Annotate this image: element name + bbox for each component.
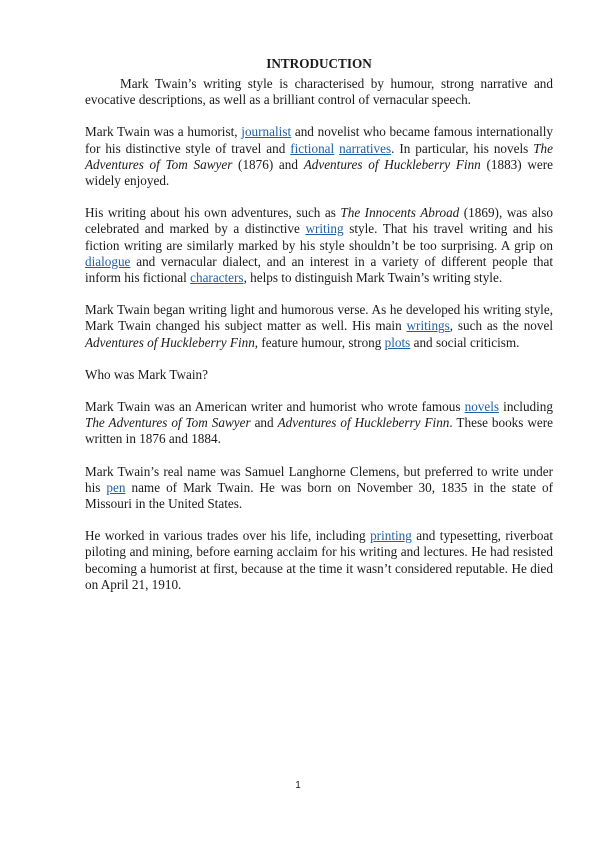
paragraph-text: and typesetting, riverboat piloting and mining, before earning acclaim for his writing and lectures. He had resisted becoming a humorist at first, because at the time it wasn’t considered reputable. He died on April 21, 1910.	[85, 528, 554, 592]
link-narratives[interactable]: narratives	[339, 140, 392, 156]
paragraph-writing-style	[85, 76, 553, 108]
paragraph-verse	[85, 302, 553, 351]
paragraph-text: Mark Twain was an American writer and humorist who wrote famous	[85, 399, 465, 415]
paragraph-text: , helps to distinguish Mark Twain’s writing style.	[243, 270, 503, 286]
link-novels[interactable]: novels	[464, 399, 500, 415]
link-plots[interactable]: plots	[384, 334, 411, 350]
link-writings[interactable]: writings	[406, 318, 450, 334]
book-title: The Adventures of Tom Sawyer	[85, 140, 553, 172]
paragraph-question	[85, 367, 553, 383]
paragraph-text: , such as the novel	[449, 318, 553, 334]
paragraph-text: name of Mark Twain. He was born on November 30, 1835 in the state of Missouri in the United States.	[85, 479, 553, 512]
paragraph-text: and	[250, 415, 278, 431]
paragraph-text: and social criticism.	[410, 334, 520, 350]
paragraph-text: (1883) were widely enjoyed.	[85, 156, 554, 189]
paragraph-text: Mark Twain began writing light and humorous verse. As he developed his writing style, Mark Twain changed his subject matter as well. His main	[85, 302, 553, 334]
paragraph-text: Mark Twain was a humorist,	[85, 124, 242, 140]
paragraph-humorist	[85, 124, 553, 189]
document-page	[85, 56, 553, 609]
link-dialogue[interactable]: dialogue	[85, 253, 131, 269]
paragraph-text: . In particular, his novels	[391, 140, 534, 156]
link-characters[interactable]: characters	[190, 270, 244, 286]
paragraph-text: Mark Twain’s writing style is characterised by humour, strong narrative and evocative descriptions, as well as a brilliant control of vernacular speech.	[85, 76, 553, 108]
paragraph-text: and vernacular dialect, and an interest in a variety of different people that inform his fictional	[85, 253, 553, 286]
paragraph-american-writer	[85, 399, 553, 448]
paragraph-text: , feature humour, strong	[254, 334, 385, 350]
book-title: Adventures of Huckleberry Finn	[303, 156, 481, 172]
paragraph-text: Mark Twain’s real name was Samuel Langhorne Clemens, but preferred to write under his	[85, 463, 553, 495]
paragraph-adventures	[85, 205, 553, 286]
book-title: Adventures of Huckleberry Finn	[277, 415, 450, 431]
paragraph-text: style. That his travel writing and his fiction writing are similarly marked by his style shouldn’t be too surprising. A grip on	[85, 221, 553, 253]
link-pen[interactable]: pen	[106, 479, 126, 495]
paragraph-text: . These books were written in 1876 and 1884.	[85, 415, 553, 447]
link-fictional[interactable]: fictional	[290, 140, 335, 156]
paragraph-text: His writing about his own adventures, such as	[85, 205, 341, 221]
link-journalist[interactable]: journalist	[241, 124, 292, 140]
paragraph-text: (1876) and	[232, 156, 304, 172]
book-title: The Innocents Abroad	[340, 205, 460, 221]
page-title: INTRODUCTION	[266, 56, 372, 71]
book-title: The Adventures of Tom Sawyer	[85, 415, 251, 431]
link-writing[interactable]: writing	[305, 221, 344, 237]
page-number: 1	[295, 780, 301, 791]
paragraph-text: Who was Mark Twain?	[85, 366, 208, 382]
paragraph-text: and novelist who became famous internationally for his distinctive style of travel and	[85, 124, 553, 156]
paragraph-real-name	[85, 464, 553, 513]
book-title: Adventures of Huckleberry Finn	[85, 334, 255, 350]
link-printing[interactable]: printing	[370, 528, 412, 544]
paragraph-text: He worked in various trades over his life, including	[85, 528, 371, 544]
paragraph-text: (1869), was also celebrated and marked by a distinctive	[85, 205, 553, 237]
paragraph-text: including	[499, 399, 553, 415]
paragraph-trades	[85, 528, 553, 593]
